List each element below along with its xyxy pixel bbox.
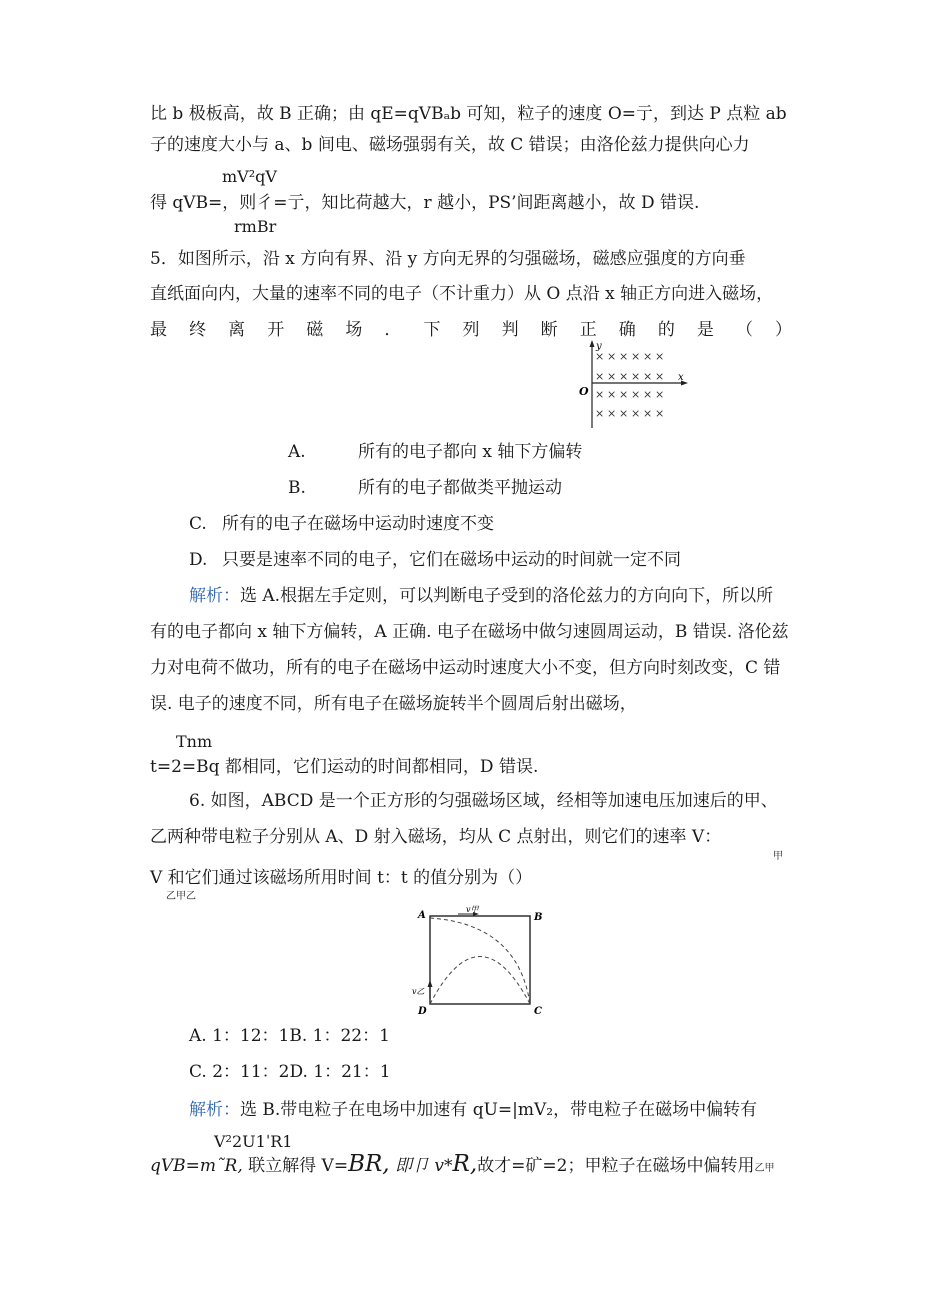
option-text: 只要是速率不同的电子，它们在磁场中运动的时间就一定不同 bbox=[222, 550, 681, 570]
field-cross: × bbox=[655, 388, 665, 401]
formula-3: 即卩 v* bbox=[395, 1156, 453, 1176]
stem-char: 开 bbox=[267, 320, 285, 340]
field-cross: × bbox=[631, 370, 641, 383]
y-axis-arrow bbox=[590, 340, 595, 347]
stem-char: 磁 bbox=[306, 320, 324, 340]
option-text: 所有的电子在磁场中运动时速度不变 bbox=[222, 514, 494, 534]
option-text: 所有的电子都向 x 轴下方偏转 bbox=[358, 442, 583, 462]
field-cross: × bbox=[607, 370, 617, 383]
q6-subscripts: 乙甲乙 bbox=[166, 891, 196, 902]
option-letter: A. bbox=[288, 442, 306, 462]
subscript-yi-jia: 乙甲 bbox=[754, 1163, 775, 1174]
q5-option-d bbox=[189, 549, 681, 571]
option-letter: B. bbox=[288, 478, 306, 498]
q5-option-b bbox=[288, 477, 562, 499]
stem-char: 是 bbox=[696, 320, 714, 340]
stem-char: 确 bbox=[618, 320, 636, 340]
field-cross: × bbox=[655, 350, 665, 363]
jia-trajectory bbox=[430, 918, 530, 1004]
label-d: D bbox=[418, 1006, 427, 1017]
field-cross: × bbox=[631, 350, 641, 363]
q6-stem-line-2: 乙两种带电粒子分别从 A、D 射入磁场，均从 C 点射出，则它们的速率 V： bbox=[150, 827, 722, 847]
option-text: 所有的电子都做类平抛运动 bbox=[358, 478, 562, 498]
field-cross: × bbox=[655, 407, 665, 420]
field-crosses bbox=[595, 350, 664, 420]
square-region bbox=[430, 916, 530, 1004]
q5-stem-line-1: 5．如图所示，沿 x 方向有界、沿 y 方向无界的匀强磁场，磁感应强度的方向垂 bbox=[150, 249, 746, 269]
q5-analysis-line-4: 误. 电子的速度不同，所有电子在磁场旋转半个圆周后射出磁场， bbox=[150, 694, 637, 714]
y-axis-label: y bbox=[596, 341, 602, 352]
q6-options-row-2: C. 2：11：2D. 1：21：1 bbox=[189, 1062, 391, 1082]
stem-char: 场 bbox=[345, 320, 363, 340]
analysis-label: 解析： bbox=[189, 586, 240, 606]
field-cross: × bbox=[607, 350, 617, 363]
analysis-text: 选 B.带电粒子在电场中加速有 qU=|mV₂，带电粒子在磁场中偏转有 bbox=[240, 1100, 758, 1120]
field-cross: × bbox=[595, 407, 605, 420]
formula-4: R, bbox=[452, 1151, 478, 1177]
label-v-yi: v乙 bbox=[412, 987, 425, 996]
square-field-figure bbox=[408, 904, 548, 1018]
stem-char: 列 bbox=[462, 320, 480, 340]
field-cross: × bbox=[643, 407, 653, 420]
stem-char: （ bbox=[735, 320, 753, 340]
analysis-label: 解析： bbox=[189, 1100, 240, 1120]
yi-trajectory bbox=[430, 957, 530, 1005]
field-cross: × bbox=[631, 407, 641, 420]
stem-char: 判 bbox=[501, 320, 519, 340]
field-cross: × bbox=[655, 370, 665, 383]
q5-analysis-line-5: t=2=Bq 都相同，它们运动的时间都相同，D 错误. bbox=[150, 757, 539, 777]
field-cross: × bbox=[631, 388, 641, 401]
stem-char: 正 bbox=[579, 320, 597, 340]
text-1: 联立解得 V= bbox=[248, 1156, 349, 1176]
q6-subscript-jia: 甲 bbox=[773, 851, 783, 862]
field-cross: × bbox=[595, 388, 605, 401]
q5-option-c bbox=[189, 513, 494, 535]
q5-option-a bbox=[288, 441, 583, 463]
label-c: C bbox=[534, 1006, 542, 1017]
text-line-3: 得 qVB=，则彳=亍，知比荷越大，r 越小，PS’间距离越小，故 D 错误. bbox=[150, 193, 700, 213]
stem-char: 离 bbox=[228, 320, 246, 340]
text-2: 故才=矿=2；甲粒子在磁场中偏转用 bbox=[477, 1156, 755, 1176]
q6-fraction-top: V²2U1ˈR1 bbox=[214, 1132, 293, 1151]
text-line-2: 子的速度大小与 a、b 间电、磁场强弱有关，故 C 错误；由洛伦兹力提供向心力 bbox=[150, 135, 750, 155]
q6-options-row-1: A. 1：12：1B. 1：22：1 bbox=[189, 1026, 390, 1046]
field-cross: × bbox=[619, 407, 629, 420]
x-axis-label: x bbox=[678, 372, 684, 383]
stem-char: 下 bbox=[423, 320, 441, 340]
field-cross: × bbox=[595, 350, 605, 363]
q5-stem-line-2: 直纸面向内，大量的速率不同的电子（不计重力）从 O 点沿 x 轴正方向进入磁场， bbox=[150, 284, 774, 304]
stem-char: ． bbox=[384, 320, 402, 340]
field-cross: × bbox=[643, 370, 653, 383]
stem-char: ） bbox=[775, 320, 792, 340]
magnetic-field-figure bbox=[570, 338, 700, 430]
label-v-jia: v甲 bbox=[466, 905, 479, 914]
stem-char: 断 bbox=[540, 320, 558, 340]
label-b: B bbox=[534, 912, 543, 923]
q5-analysis-line-1 bbox=[189, 585, 773, 607]
text-line-1: 比 b 极板高，故 B 正确；由 qE=qVBₐb 可知，粒子的速度 O=亍，到达 P 点粒 ab bbox=[150, 104, 787, 124]
field-cross: × bbox=[619, 370, 629, 383]
field-cross: × bbox=[595, 370, 605, 383]
q6-analysis-line-1 bbox=[189, 1099, 757, 1121]
q6-stem-line-3: V 和它们通过该磁场所用时间 t：t 的值分别为（） bbox=[150, 868, 533, 888]
formula-denominator: rmBr bbox=[234, 217, 277, 236]
field-cross: × bbox=[619, 350, 629, 363]
field-cross: × bbox=[607, 407, 617, 420]
stem-char: 终 bbox=[189, 320, 207, 340]
label-a: A bbox=[418, 910, 426, 921]
formula-1: qVB=m˜R, bbox=[150, 1156, 243, 1176]
field-cross: × bbox=[643, 388, 653, 401]
stem-char: 的 bbox=[657, 320, 675, 340]
stem-char: 最 bbox=[150, 320, 167, 340]
q6-analysis-line-2 bbox=[150, 1153, 774, 1180]
field-cross: × bbox=[643, 350, 653, 363]
option-letter: D. bbox=[189, 550, 208, 570]
analysis-text: 选 A.根据左手定则，可以判断电子受到的洛伦兹力的方向向下，所以所 bbox=[240, 586, 774, 606]
formula-numerator: mV²qV bbox=[222, 167, 277, 186]
field-cross: × bbox=[619, 388, 629, 401]
field-cross: × bbox=[607, 388, 617, 401]
q5-analysis-line-3: 力对电荷不做功，所有的电子在磁场中运动时速度大小不变，但方向时刻改变，C 错 bbox=[150, 658, 781, 678]
q5-analysis-line-2: 有的电子都向 x 轴下方偏转，A 正确. 电子在磁场中做匀速圆周运动，B 错误. 洛伦兹 bbox=[150, 622, 789, 642]
formula-2: BR, bbox=[348, 1151, 390, 1177]
origin-label: O bbox=[579, 385, 589, 398]
option-letter: C. bbox=[189, 514, 207, 534]
q5-fraction-top: Tnm bbox=[176, 732, 213, 751]
q6-stem-line-1: 6. 如图，ABCD 是一个正方形的匀强磁场区域，经相等加速电压加速后的甲、 bbox=[189, 791, 778, 811]
